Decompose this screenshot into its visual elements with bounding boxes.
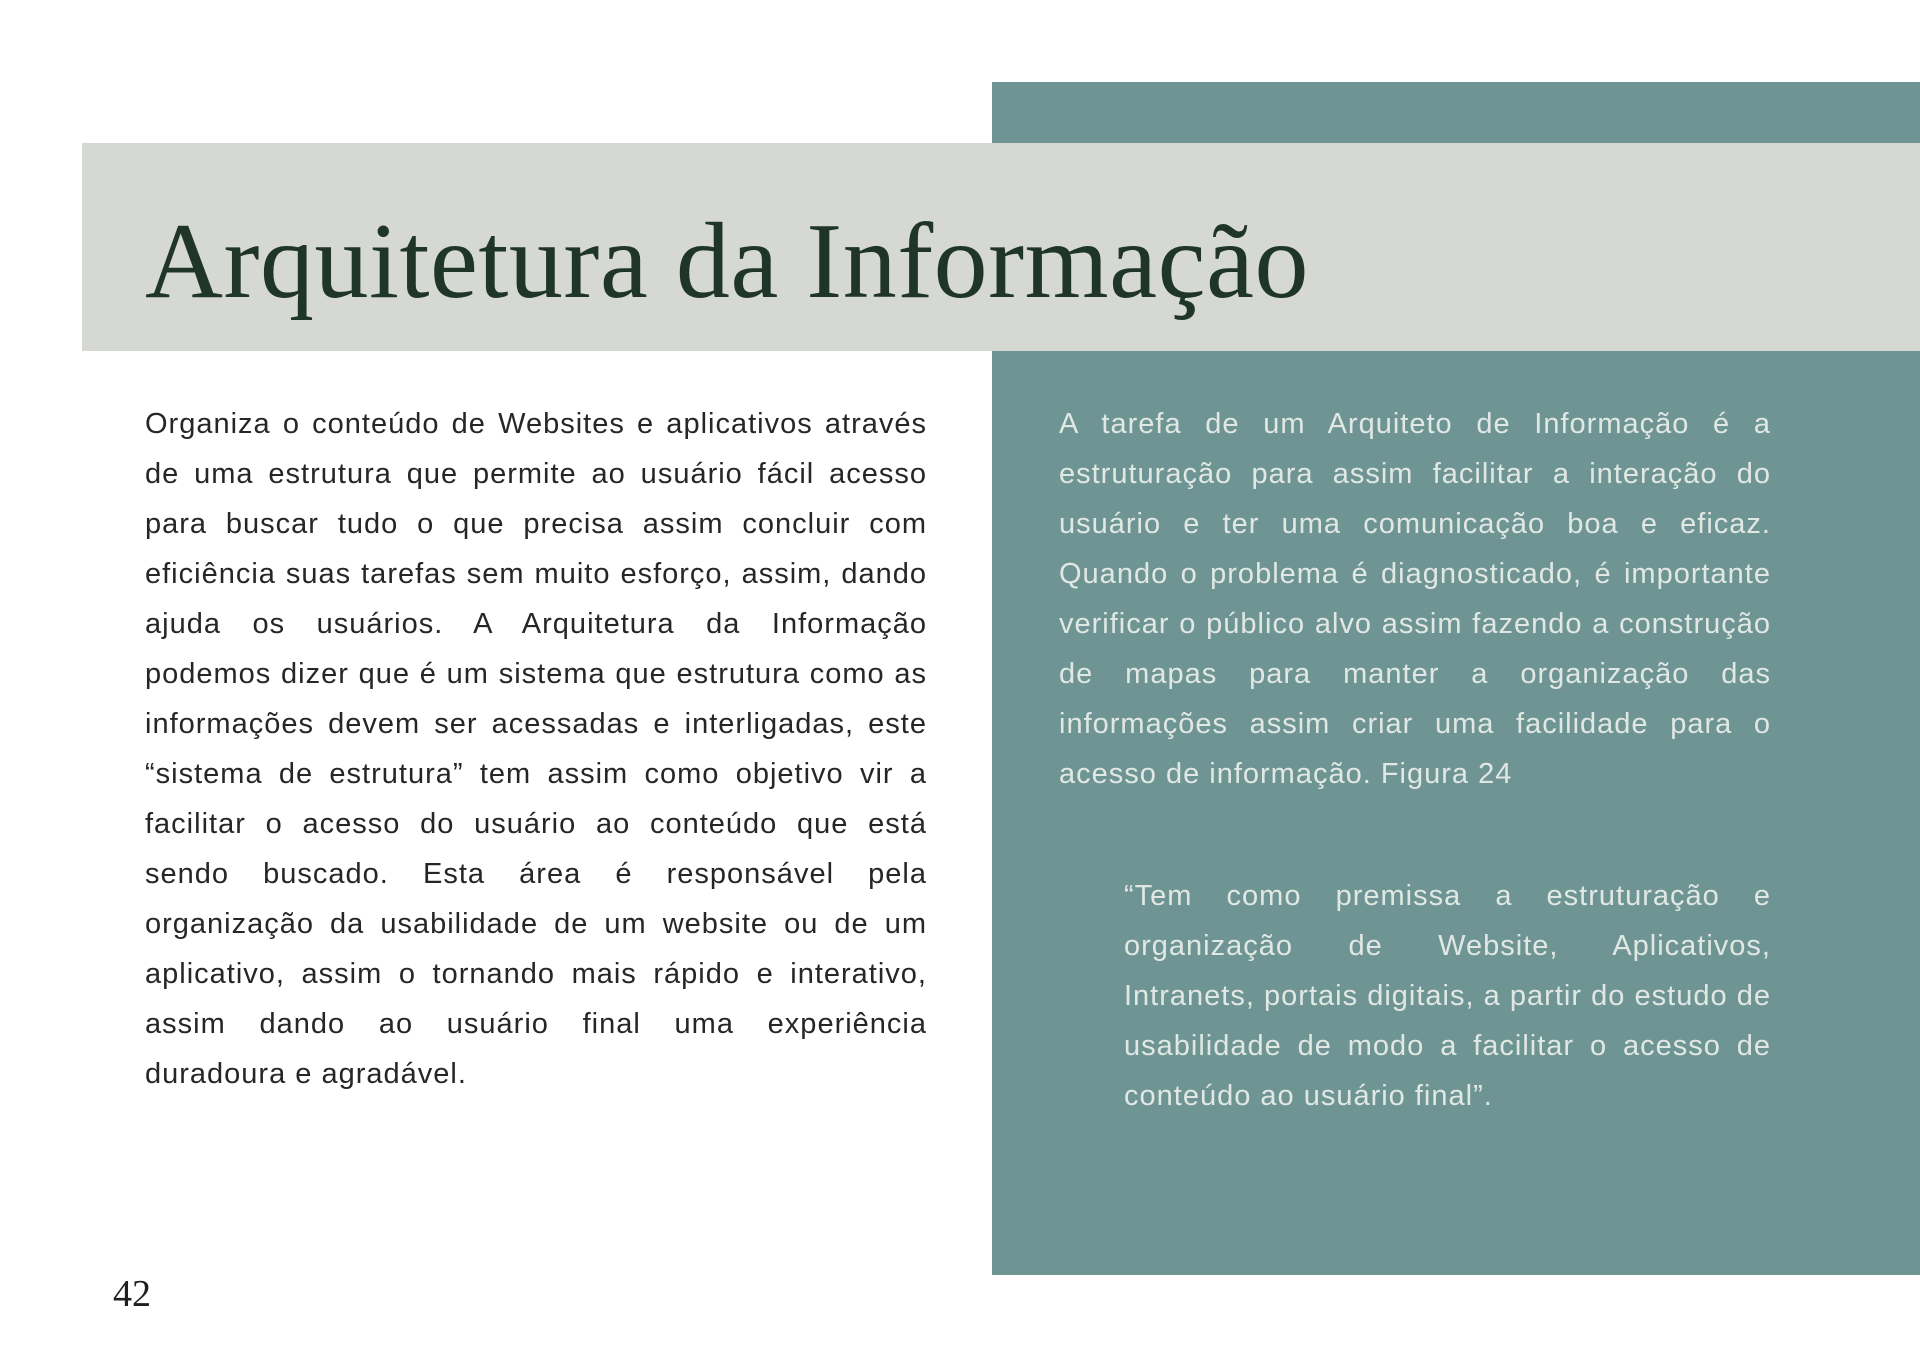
page-number: 42	[113, 1273, 151, 1315]
page-title: Arquitetura da Informação	[145, 202, 1309, 321]
body-paragraph-left: Organiza o conteúdo de Websites e aplicativos através de uma estrutura que permite ao usuário fácil acesso para buscar tudo o que precisa assim concluir com eficiência suas tarefas sem muito esforço, assim, dando ajuda os usuários. A Arquitetura da Informação podemos dizer que é um sistema que estrutura como as informações devem ser acessadas e interligadas, este “sistema de estrutura” tem assim como objetivo vir a facilitar o acesso do usuário ao conteúdo que está sendo buscado. Esta área é responsável pela organização da usabilidade de um website ou de um aplicativo, assim o tornando mais rápido e interativo, assim dando ao usuário final uma experiência duradoura e agradável.	[145, 408, 927, 1090]
body-paragraph-right: A tarefa de um Arquiteto de Informação é a estruturação para assim facilitar a interação do usuário e ter uma comunicação boa e eficaz. Quando o problema é diagnosticado, é importante verificar o público alvo assim fazendo a construção de mapas para manter a organização das informações assim criar uma facilidade para o acesso de informação. Figura 24	[1059, 408, 1771, 790]
block-quote: “Tem como premissa a estruturação e organização de Website, Aplicativos, Intranets, portais digitais, a partir do estudo de usabilidade de modo a facilitar o acesso de conteúdo ao usuário final”.	[1124, 880, 1771, 1112]
